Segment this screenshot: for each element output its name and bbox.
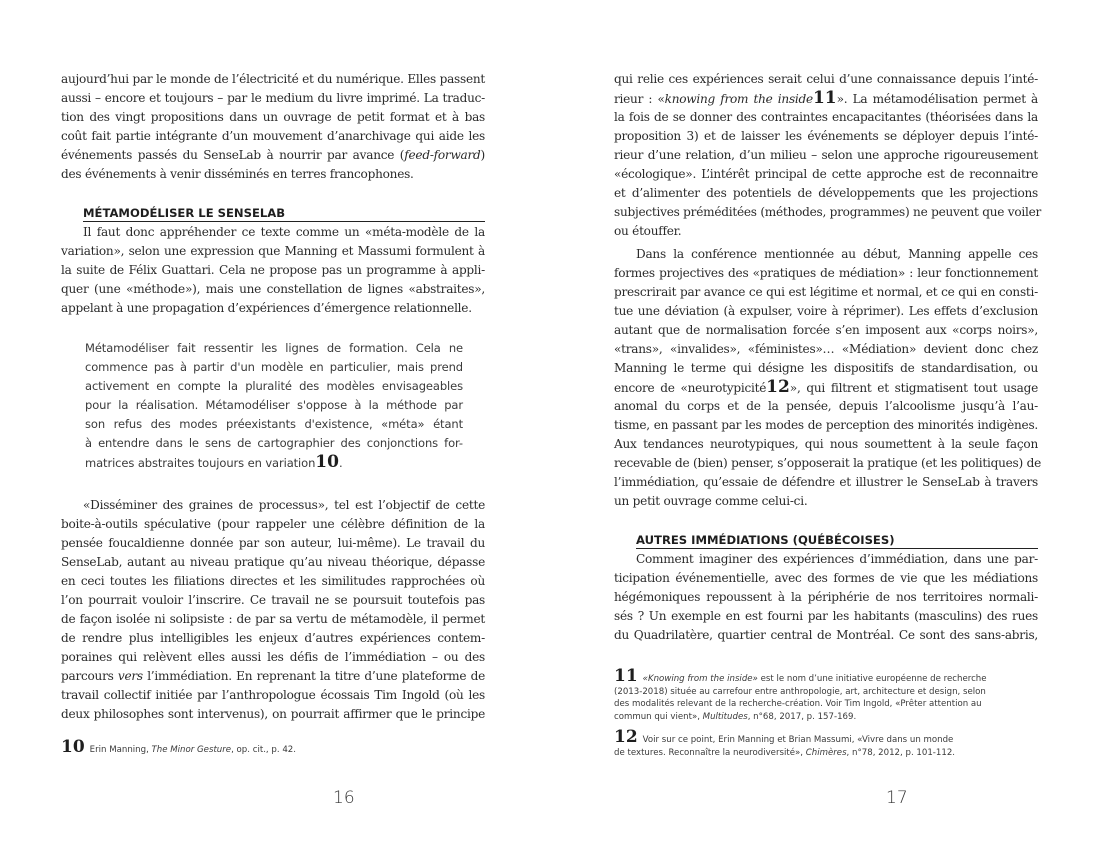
quote-line: son refus des modes préexistants d'existence, «méta» étant bbox=[85, 417, 463, 431]
text-line: ou étouffer. bbox=[614, 224, 682, 238]
text-line: travail collectif initiée par l’anthropologue écossais Tim Ingold (où les bbox=[61, 688, 485, 702]
footnote-number: 12 bbox=[614, 727, 638, 747]
text-line: Il faut donc appréhender ce texte comme un «méta-modèle de la bbox=[83, 225, 485, 239]
text-segment: l’immédiation. En reprenant la titre d’une plateforme de bbox=[142, 669, 485, 683]
footnote-number: 10 bbox=[61, 737, 85, 757]
text-line: hégémoniques repoussent à la périphérie de nos territoires normali- bbox=[614, 590, 1038, 604]
text-line: la fois de se donner des contraintes encapacitantes (théorisées dans la bbox=[614, 110, 1038, 124]
text-line: aujourd’hui par le monde de l’électricité et du numérique. Elles passent bbox=[61, 72, 486, 86]
text-segment: matrices abstraites toujours en variation bbox=[85, 456, 316, 470]
text-line: anomal du corps et de la pensée, depuis l’alcoolisme jusqu’à l’au- bbox=[614, 399, 1038, 413]
footnote-line bbox=[614, 747, 1054, 760]
text-line: Manning le terme qui désigne les dispositifs de standardisation, ou bbox=[614, 361, 1038, 375]
text-line: l’immédiation, qu’essaie de défendre et illustrer le SenseLab à travers bbox=[614, 475, 1038, 489]
text-line: en ceci toutes les filiations directes et les similitudes rapprochées où bbox=[61, 574, 485, 588]
italic-term: feed-forward bbox=[404, 148, 481, 162]
quote-line: pour la réalisation. Métamodéliser s'oppose à la méthode par bbox=[85, 398, 463, 412]
footnote-number: 11 bbox=[614, 666, 638, 686]
text-line: Dans la conférence mentionnée au début, Manning appelle ces bbox=[636, 247, 1038, 261]
text-line: boite-à-outils spéculative (pour rappeler une célèbre définition de la bbox=[61, 517, 485, 531]
footnote-ref-10[interactable]: 10 bbox=[315, 452, 339, 472]
italic-term: vers bbox=[117, 669, 143, 683]
text-line: Comment imaginer des expériences d’immédiation, dans une par- bbox=[636, 552, 1038, 566]
text-line: ticipation événementielle, avec des formes de vie que les médiations bbox=[614, 571, 1038, 585]
text-line: autant que de normalisation forcée s’en imposent aux «corps noirs», bbox=[614, 323, 1038, 337]
text-segment: Voir sur ce point, Erin Manning et Brian Massumi, «Vivre dans un monde bbox=[642, 735, 954, 745]
footnote-line bbox=[614, 727, 1054, 747]
text-segment: parcours bbox=[61, 669, 118, 683]
footnote-line: (2013-2018) située au carrefour entre anthropologie, art, architecture et design, selon bbox=[614, 686, 986, 697]
text-line: rieur d’une relation, d’un milieu – selon une approche rigoureusement bbox=[614, 148, 1038, 162]
text-line: des événements à venir disséminés en terres francophones. bbox=[61, 167, 414, 181]
text-line: prescrirait par avance ce qui est légitime et normal, et ce qui en consti- bbox=[614, 285, 1038, 299]
quote-line: commence pas à partir d'un modèle en particulier, mais prend bbox=[85, 360, 463, 374]
text-line: proposition 3) et de laisser les événements se déployer depuis l’inté- bbox=[614, 129, 1038, 143]
text-line: sés ? Un exemple en est fourni par les habitants (masculins) des rues bbox=[614, 609, 1038, 623]
text-segment: ) bbox=[480, 148, 485, 162]
text-line: de rendre plus intelligibles les enjeux d’autres expériences contem- bbox=[61, 631, 485, 645]
italic-title: The Minor Gesture bbox=[151, 745, 232, 755]
text-line: deux philosophes sont intervenus), on pourrait affirmer que le principe bbox=[61, 707, 485, 721]
text-line: SenseLab, autant au niveau pratique qu’au niveau théorique, dépasse bbox=[61, 555, 485, 569]
section-heading: MÉTAMODÉLISER LE SENSELAB bbox=[83, 205, 485, 222]
text-line: l’on pourrait vouloir l’inscrire. Ce travail ne se poursuit toutefois pas bbox=[61, 593, 485, 607]
text-line: qui relie ces expériences serait celui d’une connaissance depuis l’inté- bbox=[614, 72, 1038, 86]
text-line bbox=[61, 667, 485, 686]
text-line: aussi – encore et toujours – par le medium du livre imprimé. La traduc- bbox=[61, 91, 485, 105]
text-line bbox=[614, 378, 1038, 397]
text-line: un petit ouvrage comme celui-ci. bbox=[614, 494, 808, 508]
text-segment: de textures. Reconnaître la neurodiversité», bbox=[614, 747, 806, 758]
footnote-line bbox=[614, 711, 1054, 724]
text-line: subjectives préméditées (méthodes, programmes) ne peuvent que voiler bbox=[614, 205, 1042, 219]
text-line: coût fait partie intégrante d’un mouvement d’anarchivage qui aide les bbox=[61, 129, 485, 143]
text-line: et d’alimenter des potentiels de développements que les projections bbox=[614, 186, 1038, 200]
text-segment: rieur : « bbox=[614, 92, 665, 106]
footnote-ref-12[interactable]: 12 bbox=[766, 377, 790, 397]
text-line: quer (une «méthode»), mais une constellation de lignes «abstraites», bbox=[61, 282, 485, 296]
text-line: «écologique». L’intérêt principal de cette approche est de reconnaitre bbox=[614, 167, 1038, 181]
text-line: poraines qui relèvent elles aussi les défis de l’immédiation – ou des bbox=[61, 650, 485, 664]
text-line: tion des vingt propositions dans un ouvrage de petit format et à bas bbox=[61, 110, 485, 124]
text-line: de façon isolée ni solipsiste : de par sa vertu de métamodèle, il permet bbox=[61, 612, 485, 626]
page-number: 16 bbox=[333, 788, 355, 808]
text-segment: », qui filtrent et stigmatisent tout usage bbox=[789, 381, 1038, 395]
text-line: Aux tendances neurotypiques, qui nous soumettent à la seule façon bbox=[614, 437, 1038, 451]
page-number: 17 bbox=[886, 788, 908, 808]
footnote-line: des modalités relevant de la recherche-création. Voir Tim Ingold, «Prêter attention au bbox=[614, 699, 982, 709]
text-line: tisme, en passant par les modes de perception des minorités indigènes. bbox=[614, 418, 1038, 432]
text-line: formes projectives des «pratiques de médiation» : leur fonctionnement bbox=[614, 266, 1038, 280]
quote-line: à entendre dans le sens de cartographier des conjonctions for- bbox=[85, 436, 463, 450]
quote-line: Métamodéliser fait ressentir les lignes de formation. Cela ne bbox=[85, 341, 463, 355]
footnote-line bbox=[61, 737, 501, 757]
text-line: du Quadrilatère, quartier central de Montréal. Ce sont des sans-abris, bbox=[614, 628, 1038, 642]
text-segment: est le nom d’une initiative européenne de recherche bbox=[757, 674, 987, 684]
text-segment: Erin Manning, bbox=[89, 745, 152, 755]
text-line: appelant à une propagation d’expériences d’émergence relationnelle. bbox=[61, 301, 472, 315]
text-segment: commun qui vient», bbox=[614, 711, 703, 722]
text-line: pensée foucaldienne donnée par son auteur, lui-même). Le travail du bbox=[61, 536, 485, 550]
footnote-line bbox=[614, 666, 1054, 686]
italic-title: Multitudes bbox=[702, 711, 748, 722]
text-line: la suite de Félix Guattari. Cela ne propose pas un programme à appli- bbox=[61, 263, 485, 277]
footnote-11 bbox=[614, 666, 1054, 723]
quote-line bbox=[85, 453, 463, 472]
text-segment: , n°78, 2012, p. 101-112. bbox=[846, 747, 956, 758]
text-line: «Disséminer des graines de processus», tel est l’objectif de cette bbox=[83, 498, 485, 512]
quote-line: activement en compte la pluralité des modèles envisageables bbox=[85, 379, 463, 393]
text-segment: , op. cit., p. 42. bbox=[231, 745, 296, 755]
section-heading: AUTRES IMMÉDIATIONS (QUÉBÉCOISES) bbox=[636, 532, 1038, 549]
text-line: recevable de (bien) penser, s’opposerait la pratique (et les politiques) de bbox=[614, 456, 1041, 470]
text-line bbox=[614, 89, 1038, 108]
text-line bbox=[61, 146, 485, 165]
italic-term: knowing from the inside bbox=[664, 92, 813, 106]
text-segment: événements passés du SenseLab à nourrir par avance ( bbox=[61, 148, 405, 162]
italic-title: Chimères bbox=[805, 747, 847, 758]
text-line: tue une déviation (à expulser, voire à réprimer). Les effets d’exclusion bbox=[614, 304, 1038, 318]
text-segment: ». La métamodélisation permet à bbox=[836, 92, 1039, 106]
footnote-ref-11[interactable]: 11 bbox=[812, 88, 837, 108]
text-segment: encore de «neurotypicité bbox=[614, 381, 767, 395]
text-segment: , n°68, 2017, p. 157-169. bbox=[747, 711, 857, 722]
text-segment: . bbox=[338, 456, 343, 470]
text-line: variation», selon une expression que Manning et Massumi formulent à bbox=[61, 244, 485, 258]
text-line: «trans», «invalides», «féministes»… «Médiation» devient donc chez bbox=[614, 342, 1038, 356]
footnote-10 bbox=[61, 737, 501, 757]
italic-term: «Knowing from the inside» bbox=[642, 674, 758, 684]
footnote-12 bbox=[614, 727, 1054, 759]
